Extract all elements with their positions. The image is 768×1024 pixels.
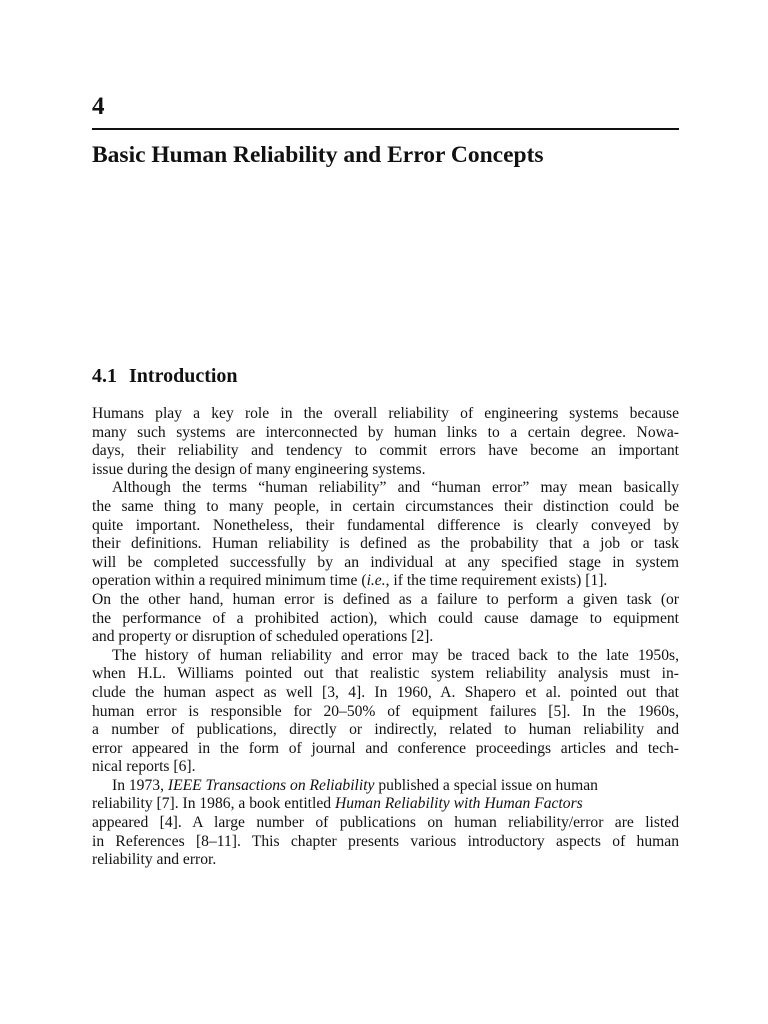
body-text bbox=[92, 405, 679, 870]
text-run-italic: IEEE Transactions on Reliability bbox=[167, 776, 375, 794]
text-run: operation within a required minimum time ( bbox=[92, 572, 367, 590]
chapter-rule bbox=[92, 128, 679, 130]
chapter-number: 4 bbox=[92, 93, 105, 120]
text-line: error appeared in the form of journal and conference proceedings articles and tech- bbox=[92, 739, 679, 757]
text-line bbox=[92, 777, 679, 796]
text-line: will be completed successfully by an individual at any specified stage in system bbox=[92, 553, 679, 571]
text-run: , if the time requirement exists) [1]. bbox=[385, 572, 608, 590]
text-line: their definitions. Human reliability is defined as the probability that a job or task bbox=[92, 535, 679, 553]
text-line: when H.L. Williams pointed out that realistic system reliability analysis must in- bbox=[92, 665, 679, 683]
text-line: in References [8–11]. This chapter presents various introductory aspects of human bbox=[92, 832, 679, 850]
text-line bbox=[92, 795, 679, 814]
text-line: many such systems are interconnected by human links to a certain degree. Nowa- bbox=[92, 423, 679, 441]
text-run-italic: i.e. bbox=[366, 572, 386, 590]
text-run-italic: Human Reliability with Human Factors bbox=[334, 795, 583, 813]
text-line: a number of publications, directly or indirectly, related to human reliability and bbox=[92, 721, 679, 739]
text-line: nical reports [6]. bbox=[92, 758, 196, 776]
text-line: The history of human reliability and error may be traced back to the late 1950s, bbox=[112, 646, 679, 664]
section-number: 4.1 bbox=[92, 365, 117, 387]
text-line: On the other hand, human error is defined as a failure to perform a given task (or bbox=[92, 590, 679, 608]
text-run: published a special issue on human bbox=[374, 776, 598, 794]
text-line bbox=[92, 572, 679, 591]
section-heading bbox=[92, 363, 238, 389]
text-run: reliability [7]. In 1986, a book entitled bbox=[92, 795, 335, 813]
text-line: Humans play a key role in the overall reliability of engineering systems because bbox=[92, 405, 679, 422]
text-line: reliability and error. bbox=[92, 851, 217, 869]
chapter-title: Basic Human Reliability and Error Concepts bbox=[92, 142, 544, 168]
text-line: the same thing to many people, in certain circumstances their distinction could be bbox=[92, 497, 679, 515]
text-line: the performance of a prohibited action), which could cause damage to equipment bbox=[92, 609, 679, 627]
text-line: human error is responsible for 20–50% of equipment failures [5]. In the 1960s, bbox=[92, 702, 679, 720]
text-line: appeared [4]. A large number of publications on human reliability/error are listed bbox=[92, 814, 679, 832]
text-line: and property or disruption of scheduled operations [2]. bbox=[92, 628, 434, 646]
text-line: issue during the design of many engineering systems. bbox=[92, 460, 426, 478]
text-line: Although the terms “human reliability” and “human error” may mean basically bbox=[112, 479, 679, 497]
text-line: days, their reliability and tendency to commit errors have become an important bbox=[92, 442, 679, 460]
text-line: quite important. Nonetheless, their fundamental difference is clearly conveyed by bbox=[92, 516, 679, 534]
text-run: In 1973, bbox=[112, 776, 168, 794]
section-title: Introduction bbox=[129, 365, 238, 387]
text-line: clude the human aspect as well [3, 4]. In 1960, A. Shapero et al. pointed out that bbox=[92, 683, 679, 701]
